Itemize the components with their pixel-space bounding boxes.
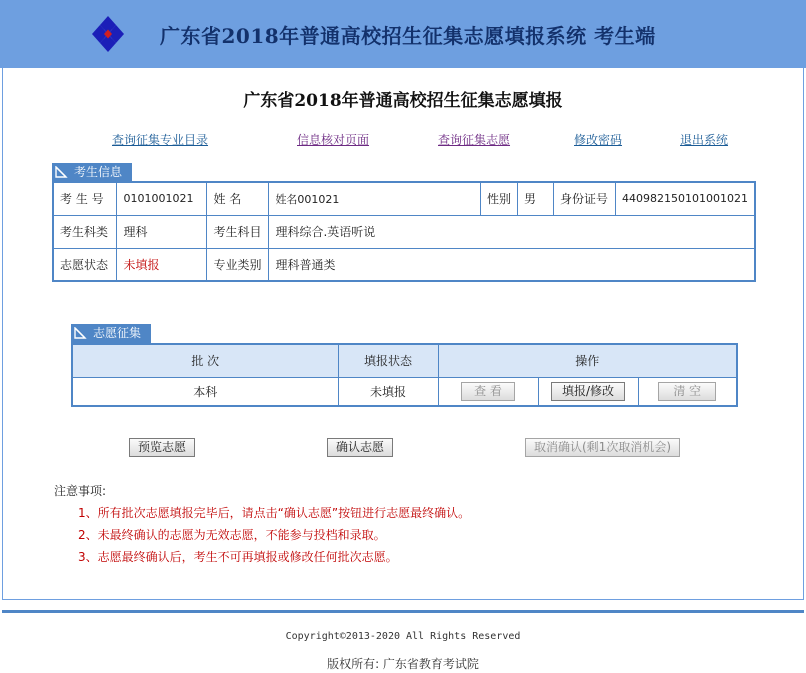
- header-bar: [0, 0, 806, 68]
- major-type-label: 专业类别: [207, 248, 269, 281]
- note-item: 2、未最终确认的志愿为无效志愿，不能参与投档和录取。: [78, 528, 386, 542]
- table-row: [72, 377, 737, 406]
- view-cell: [438, 377, 538, 406]
- note-item: 3、志愿最终确认后，考生不可再填报或修改任何批次志愿。: [78, 550, 398, 564]
- volunteer-tab: [71, 324, 151, 343]
- view-button[interactable]: 查 看: [461, 382, 515, 401]
- major-type-value: 理科普通类: [269, 248, 755, 281]
- gender-label: 性别: [481, 182, 518, 215]
- page-title: 广东省2018年普通高校招生征集志愿填报: [243, 91, 563, 111]
- batch-cell: 本科: [72, 377, 338, 406]
- nav-link-change-password[interactable]: 修改密码: [574, 133, 623, 147]
- confirm-button[interactable]: 确认志愿: [327, 438, 393, 457]
- footer-divider: [2, 610, 804, 613]
- clear-button[interactable]: 清 空: [658, 382, 716, 401]
- table-row: [53, 215, 755, 248]
- owner-text: 版权所有: 广东省教育考试院: [327, 657, 479, 671]
- status-value: 未填报: [117, 248, 207, 281]
- nav-link-major-catalog[interactable]: 查询征集专业目录: [112, 133, 209, 147]
- col-status-header: 填报状态: [338, 344, 438, 377]
- col-batch-header: 批 次: [72, 344, 338, 377]
- clear-cell: [638, 377, 737, 406]
- volunteer-table: [71, 343, 738, 407]
- name-label: 姓 名: [207, 182, 269, 215]
- fill-status-cell: 未填报: [338, 377, 438, 406]
- cancel-confirm-button[interactable]: 取消确认(剩1次取消机会): [525, 438, 680, 457]
- nav-link-logout[interactable]: 退出系统: [680, 133, 729, 147]
- subject-value: 理科综合.英语听说: [269, 215, 755, 248]
- nav-link-info-check[interactable]: 信息核对页面: [297, 133, 370, 147]
- fill-cell: [538, 377, 638, 406]
- copyright-text: Copyright©2013-2020 All Rights Reserved: [285, 631, 521, 642]
- notes-title: 注意事项:: [54, 484, 107, 498]
- exam-no-label: 考 生 号: [53, 182, 117, 215]
- student-info-label: 考生信息: [74, 165, 123, 179]
- status-label: 志愿状态: [53, 248, 117, 281]
- student-info-tab: [52, 163, 132, 182]
- category-label: 考生科类: [53, 215, 117, 248]
- student-info-table: [52, 181, 756, 282]
- col-ops-header: 操作: [438, 344, 737, 377]
- name-value: 姓名001021: [269, 182, 481, 215]
- arrow-icon: [55, 166, 68, 179]
- id-value: 440982150101001021: [616, 182, 755, 215]
- volunteer-label: 志愿征集: [93, 326, 142, 340]
- fill-modify-button[interactable]: 填报/修改: [551, 382, 625, 401]
- exam-no-value: 0101001021: [117, 182, 207, 215]
- gender-value: 男: [518, 182, 554, 215]
- arrow-icon: [74, 327, 87, 340]
- table-row: [53, 248, 755, 281]
- logo-icon: [88, 14, 136, 54]
- table-header-row: [72, 344, 737, 377]
- id-label: 身份证号: [553, 182, 615, 215]
- note-item: 1、所有批次志愿填报完毕后，请点击“确认志愿”按钮进行志愿最终确认。: [78, 506, 471, 520]
- nav-link-query-volunteer[interactable]: 查询征集志愿: [438, 133, 511, 147]
- subject-label: 考生科目: [207, 215, 269, 248]
- table-row: [53, 182, 755, 215]
- preview-button[interactable]: 预览志愿: [129, 438, 195, 457]
- category-value: 理科: [117, 215, 207, 248]
- header-title: 广东省2018年普通高校招生征集志愿填报系统 考生端: [160, 24, 656, 48]
